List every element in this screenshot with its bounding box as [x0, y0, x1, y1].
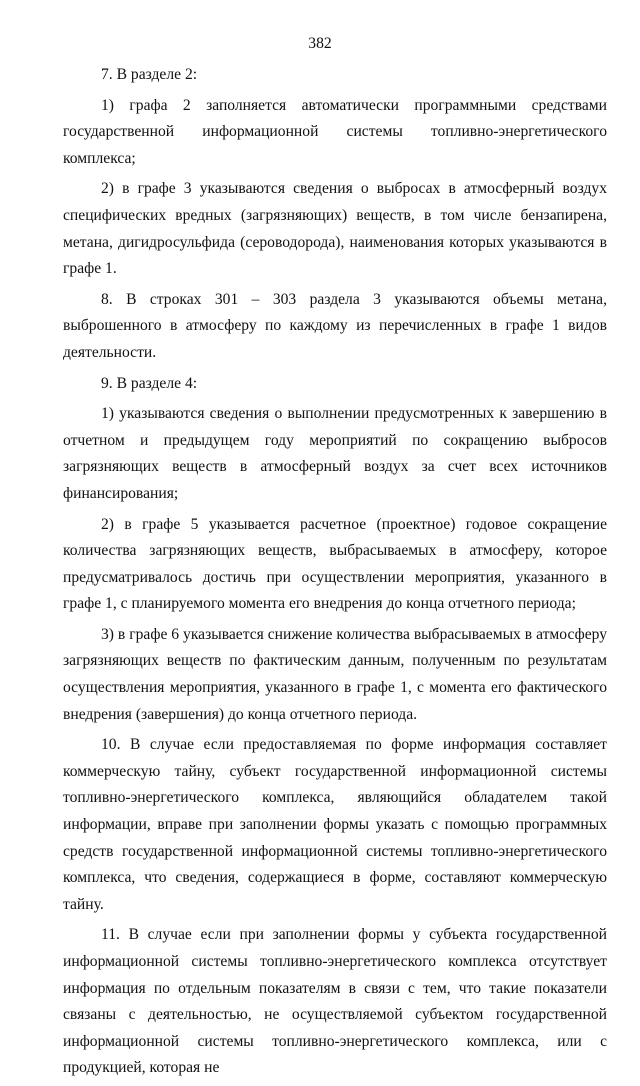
paragraph-section-7-item-2: 2) в графе 3 указываются сведения о выбросах в атмосферный воздух специфических вредных (загрязняющих) веществ, в том числе бензапирена, метана, дигидросульфида (сероводорода), наименования которых указываются в графе 1. [63, 180, 607, 278]
paragraph-section-10: 10. В случае если предоставляемая по форме информация составляет коммерческую тайну, субъект государственной информационной системы топливно-энергетического комплекса, являющийся обладателем такой информации, вправе при заполнении формы указать с помощью программных средств государственной информационной системы топливно-энергетического комплекса, что сведения, содержащиеся в форме, составляют коммерческую тайну. [63, 736, 607, 913]
page-number: 382 [308, 35, 332, 52]
paragraph-section-7-item-1: 1) графа 2 заполняется автоматически программными средствами государственной информационной системы топливно-энергетического комплекса; [63, 96, 607, 167]
paragraph-section-9-item-2: 2) в графе 5 указывается расчетное (проектное) годовое сокращение количества загрязняющих веществ, выбрасываемых в атмосферу, которое предусматривалось достичь при осуществлении мероприятия, указанного в графе 1, с планируемого момента его внедрения до конца отчетного периода; [63, 515, 607, 613]
paragraph-section-9-item-1: 1) указываются сведения о выполнении предусмотренных к завершению в отчетном и предыдущем году мероприятий по сокращению выбросов загрязняющих веществ в атмосферный воздух за счет всех источников финансирования; [63, 405, 607, 502]
paragraph-section-7-heading: 7. В разделе 2: [101, 66, 198, 83]
paragraph-section-9-heading: 9. В разделе 4: [101, 374, 198, 392]
paragraph-section-11: 11. В случае если при заполнении формы у субъекта государственной информационной системы топливно-энергетического комплекса отсутствует информация по отдельным показателям в связи с тем, что такие показатели связаны с деятельностью, не осуществляемой субъектом государственной информационной системы топливно-энергетического комплекса, или с продукцией, которая не [63, 926, 607, 1077]
paragraph-section-8: 8. В строках 301 – 303 раздела 3 указываются объемы метана, выброшенного в атмосферу по каждому из перечисленных в графе 1 видов деятельности. [63, 290, 607, 361]
paragraph-section-9-item-3: 3) в графе 6 указывается снижение количества выбрасываемых в атмосферу загрязняющих веществ по фактическим данным, полученным по результатам осуществления мероприятия, указанного в графе 1, с момента его фактического внедрения (завершения) до конца отчетного периода. [63, 625, 607, 723]
document-body [63, 62, 607, 1086]
